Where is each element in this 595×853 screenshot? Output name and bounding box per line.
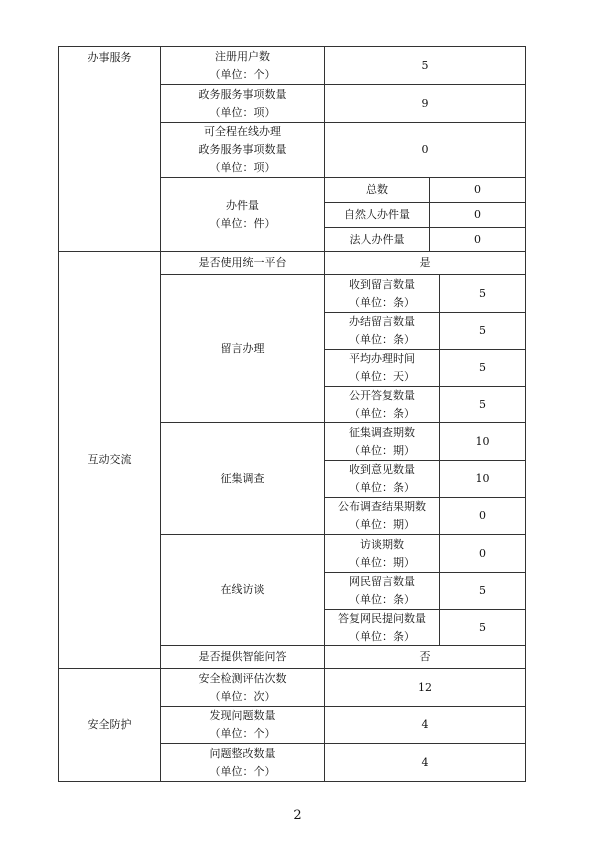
cases-total-label: 总数 [324,177,430,203]
survey-label: 征集调查 [160,422,325,535]
survey-results-label: 公布调查结果期数 （单位：期） [324,497,440,535]
survey-opinions-value: 10 [439,460,526,498]
security-fixed-value: 4 [324,743,526,782]
survey-periods-value: 10 [439,422,526,461]
messages-label: 留言办理 [160,274,325,423]
messages-handled-value: 5 [439,312,526,350]
smart-qa-label: 是否提供智能问答 [160,645,325,669]
cases-legal-value: 0 [429,227,526,252]
registered-users-label: 注册用户数 （单位：个） [160,46,325,85]
cases-total-value: 0 [429,177,526,203]
survey-results-value: 0 [439,497,526,535]
page-number: 2 [293,808,302,823]
messages-avg-time-value: 5 [439,349,526,387]
registered-users-value: 5 [324,46,526,85]
section-service-label: 办事服务 [58,46,161,252]
security-checks-label: 安全检测评估次数 （单位：次） [160,668,325,707]
unified-platform-label: 是否使用统一平台 [160,251,325,275]
unified-platform-value: 是 [324,251,526,275]
survey-opinions-label: 收到意见数量 （单位：条） [324,460,440,498]
interview-netizen-value: 5 [439,572,526,610]
cases-natural-value: 0 [429,202,526,228]
messages-received-value: 5 [439,274,526,313]
survey-periods-label: 征集调查期数 （单位：期） [324,422,440,461]
messages-received-label: 收到留言数量 （单位：条） [324,274,440,313]
security-found-value: 4 [324,706,526,744]
cases-legal-label: 法人办件量 [324,227,430,252]
interview-netizen-label: 网民留言数量 （单位：条） [324,572,440,610]
interview-periods-label: 访谈期数 （单位：期） [324,534,440,573]
security-fixed-label: 问题整改数量 （单位：个） [160,743,325,782]
messages-avg-time-label: 平均办理时间 （单位：天） [324,349,440,387]
interview-label: 在线访谈 [160,534,325,646]
security-found-label: 发现问题数量 （单位：个） [160,706,325,744]
section-security-label: 安全防护 [58,668,161,782]
cases-natural-label: 自然人办件量 [324,202,430,228]
interview-answers-value: 5 [439,609,526,646]
section-interaction-label: 互动交流 [58,251,161,669]
interview-answers-label: 答复网民提问数量 （单位：条） [324,609,440,646]
messages-public-value: 5 [439,386,526,423]
messages-handled-label: 办结留言数量 （单位：条） [324,312,440,350]
online-items-value: 0 [324,122,526,178]
security-checks-value: 12 [324,668,526,707]
gov-items-value: 9 [324,84,526,123]
online-items-label: 可全程在线办理 政务服务事项数量 （单位：项） [160,122,325,178]
cases-label: 办件量 （单位：件） [160,177,325,252]
interview-periods-value: 0 [439,534,526,573]
messages-public-label: 公开答复数量 （单位：条） [324,386,440,423]
smart-qa-value: 否 [324,645,526,669]
gov-items-label: 政务服务事项数量 （单位：项） [160,84,325,123]
